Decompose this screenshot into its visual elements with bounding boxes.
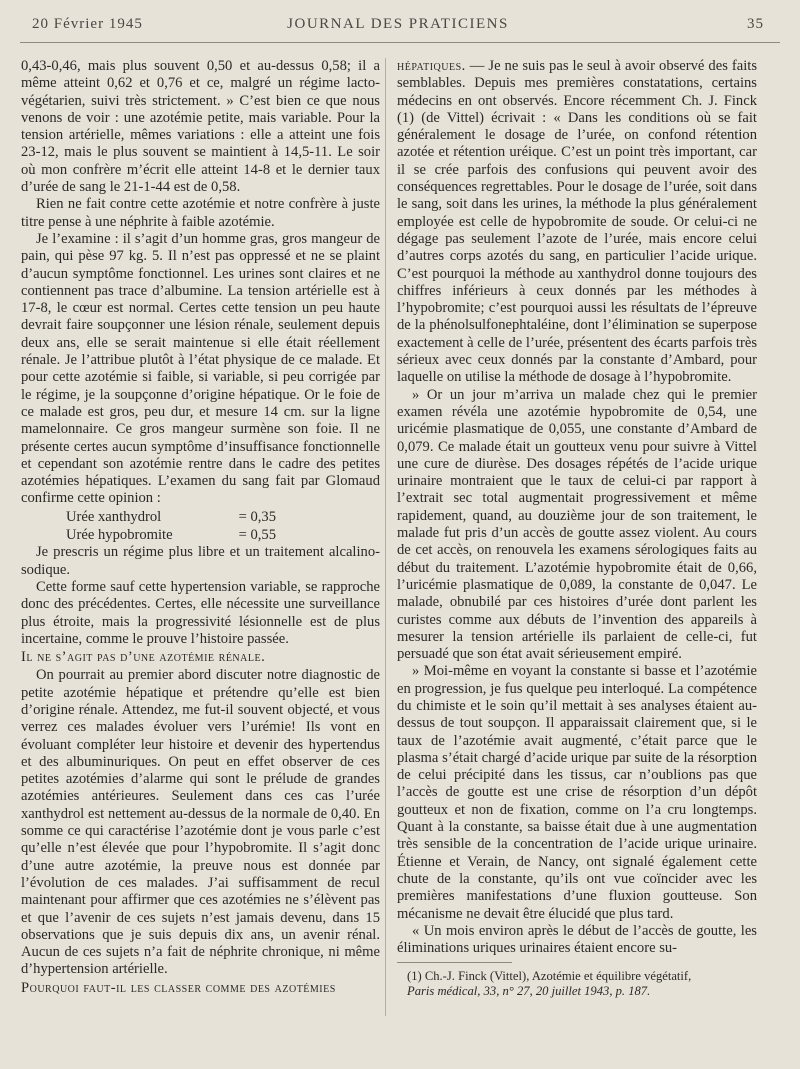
lab-result-hypobromite [66,527,276,544]
left-column [21,58,380,998]
footnote-line: Paris médical, 33, n° 27, 20 juillet 1943, p. 187. [407,984,651,999]
journal-title: JOURNAL DES PRATICIENS [287,16,509,32]
lab-result-label: Urée xanthydrol [66,508,162,525]
paragraph: Rien ne fait contre cette azotémie et notre confrère à juste titre pense à une néphrite à faible azotémie. [21,196,380,230]
paragraph-text: — Je ne suis pas le seul à avoir observé des faits semblables. Depuis mes premières constatations, certains médecins en ont observés. Encore récemment Ch. J. Finck (1) (de Vittel) écrivait : « Dans les conditions où se fait généralement le dosage de l’urée, on confond rétention azotée et rétention uréique. C’est un point très important, car il se crée parfois des confusions qui peuvent avoir des conséquences regrettables. Pour le dosage de l’urée, soit dans le sang, soit dans les urines, la méthode la plus généralement employée est celle de hypobromite de soude. Or celui-ci ne dégage pas seulement l’azote de l’urée, mais encore celui d’autres corps azotés du sang, en particulier l’acide urique. C’est pourquoi la méthode au xanthydrol donne toujours des chiffres inférieurs à ceux donnés par les méthodes à l’hypobromite; c’est pourquoi aussi les résultats de l’épreuve de la phénolsulfonephtaléine, dont l’élimination se superpose exactement à celle de l’urée, présentent des écarts parfois très sérieux avec ceux donnés par la constante d’Ambard, pour laquelle on utilise la méthode de dosage à l’hypobromite. [397,58,757,386]
page-number: 35 [747,16,764,32]
paragraph: Je prescris un régime plus libre et un traitement alcalino-sodique. [21,544,380,578]
lab-result-label: Urée hypobromite [66,527,173,544]
paragraph [397,58,757,387]
lab-result-value: = 0,35 [238,508,276,525]
footnote [397,969,757,999]
column-divider [385,58,386,1016]
issue-date: 20 Février 1945 [32,16,143,32]
paragraph: « Un mois environ après le début de l’accès de goutte, les éliminations uriques urinaires étaient encore su- [397,922,757,957]
footnote-line: (1) Ch.-J. Finck (Vittel), Azotémie et équilibre végétatif, [407,969,692,984]
heading-continuation: hépatiques. [397,58,466,74]
paragraph: Je l’examine : il s’agit d’un homme gras, gros mangeur de pain, qui pèse 97 kg. 5. Il n’est pas oppressé et ne se plaint d’aucun symptôme fonctionnel. Les urines sont claires et ne contiennent pas trace d’albumine. La tension artérielle est à 17-8, le cœur est normal. Certes cette tension un peu haute devrait faire soupçonner une lésion rénale, seulement depuis deux ans, elle se serait maintenue si elle était réellement rénale. Je l’attribue plutôt à l’état physique de ce malade. Et pour cette azotémie si faible, si variable, si peu corrigée par le régime, je la soupçonne d’origine hépatique. Or le foie de ce malade est gros, peu dur, et mesure 14 cm. sur la ligne mamelonnaire. Ce gros mangeur surmène son foie. Il ne présente certes aucun symptôme d’insuffisance fonctionnelle et cependant son azotémie rentre dans le cadre des petites azotémies hépatiques. L’examen du sang fait par Glomaud confirme cette opinion : [21,230,380,507]
header-rule [20,42,780,43]
paragraph: 0,43-0,46, mais plus souvent 0,50 et au-dessus 0,58; il a même atteint 0,62 et 0,76 et ce, malgré un régime lacto-végétarien, suivi très strictement. » C’est bien ce que nous venons de voir : une azotémie petite, mais variable. Pour la tension artérielle, mêmes variations : elle a atteint une fois 23-12, mais le plus souvent se maintient à 14,5-11. Le soir où mon confrère m’écrit elle atteint 14-8 et le dernier taux d’urée de sang le 21-1-44 est de 0,58. [21,58,380,196]
paragraph: » Or un jour m’arriva un malade chez qui le premier examen révéla une azotémie hypobromite de 0,54, une uricémie plasmatique de 0,055, une constante d’Ambard de 0,079. Ce malade était un goutteux venu pour suivre à Vittel une cure de diurèse. Des dosages répétés de l’acide urique urinaire montraient que le taux de celui-ci par rapport à l’extrait sec total augmentait progressivement et même rapidement, quand, au douzième jour de son traitement, le malade fut pris d’un accès de goutte assez violent. Au cours de cet accès, on renouvela les examens sérologiques faits au début du traitement. L’azotémie hypobromite était de 0,66, l’uricémie plasmatique de 0,089, la constante de 0,047. Le malade, obnubilé par ces histoires d’urée dont parlent les curistes comme aux débuts de l’invention des appareils à mesurer la tension artérielle ils parlaient de celle-ci, fut persuadé que son état avait sérieusement empiré. [397,386,757,663]
page-header [32,16,764,38]
section-heading: Pourquoi faut-il les classer comme des azotémies [21,979,336,996]
footnote-rule [397,962,512,963]
paragraph: On pourrait au premier abord discuter notre diagnostic de petite azotémie hépatique et prétendre qu’elle est bien d’origine rénale. Attendez, me fut-il souvent objecté, et vous verrez ces malades évoluer vers l’urémie! Ils vont en évoluant compléter leur histoire et devenir des hypertendus et des albuminuriques. On peut en effet observer de ces petites azotémies d’alarme qui sont le prélude de grandes azotémies antérieures. Seulement dans ces cas l’urée xanthydrol est nettement au-dessus de la normale de 0,40. En somme ce qui caractérise l’azotémie dont je vous parle c’est qu’elle n’est élevée que pour l’hypobromite. Il s’agit donc d’une autre azotémie, la preuve nous est donnée par l’évolution de ces malades. J’ai suffisamment de recul maintenant pour affirmer que ces azotémies ne s’élèvent pas et que l’avenir de ces sujets n’est jamais devenu, dans 15 observations que je suis depuis dix ans, un avenir rénal. Aucun de ces sujets n’a fait de néphrite chronique, ni même d’hypertension artérielle. [21,667,380,978]
right-column [397,58,757,999]
paragraph: Cette forme sauf cette hypertension variable, se rapproche donc des précédentes. Certes, elle nécessite une surveillance plus étroite, mais la progressivité lésionnelle est de plus incertaine, comme le prouve l’histoire passée. [21,578,380,647]
lab-result-xanthydrol [66,509,276,526]
paragraph: » Moi-même en voyant la constante si basse et l’azotémie en progression, je fus quelque peu interloqué. La compétence du chimiste et le soin qu’il mettait à ses analyses étaient au-dessus de tout soupçon. Il apparaissait clairement que, si le taux de l’azotémie avait augmenté, c’était parce que le plasma s’était chargé d’acide urique par suite de la résorption de celui précipité dans les tissus, car n’oublions pas que l’accès de goutte est une crise de résorption d’un dépôt goutteux et non de fixation, comme on l’a cru longtemps. Quant à la constante, sa baisse était due à une augmentation très sensible de la concentration de l’acide urique urinaire. Étienne et Verain, de Nancy, ont signalé également cette chute de la constante, qu’ils ont vue coïncider avec les premières manifestations d’une fluxion goutteuse. Son mécanisme ne devait être élucidé que plus tard. [397,663,757,922]
lab-result-value: = 0,55 [238,527,276,544]
section-heading: Il ne s’agit pas d’une azotémie rénale. [21,649,266,666]
